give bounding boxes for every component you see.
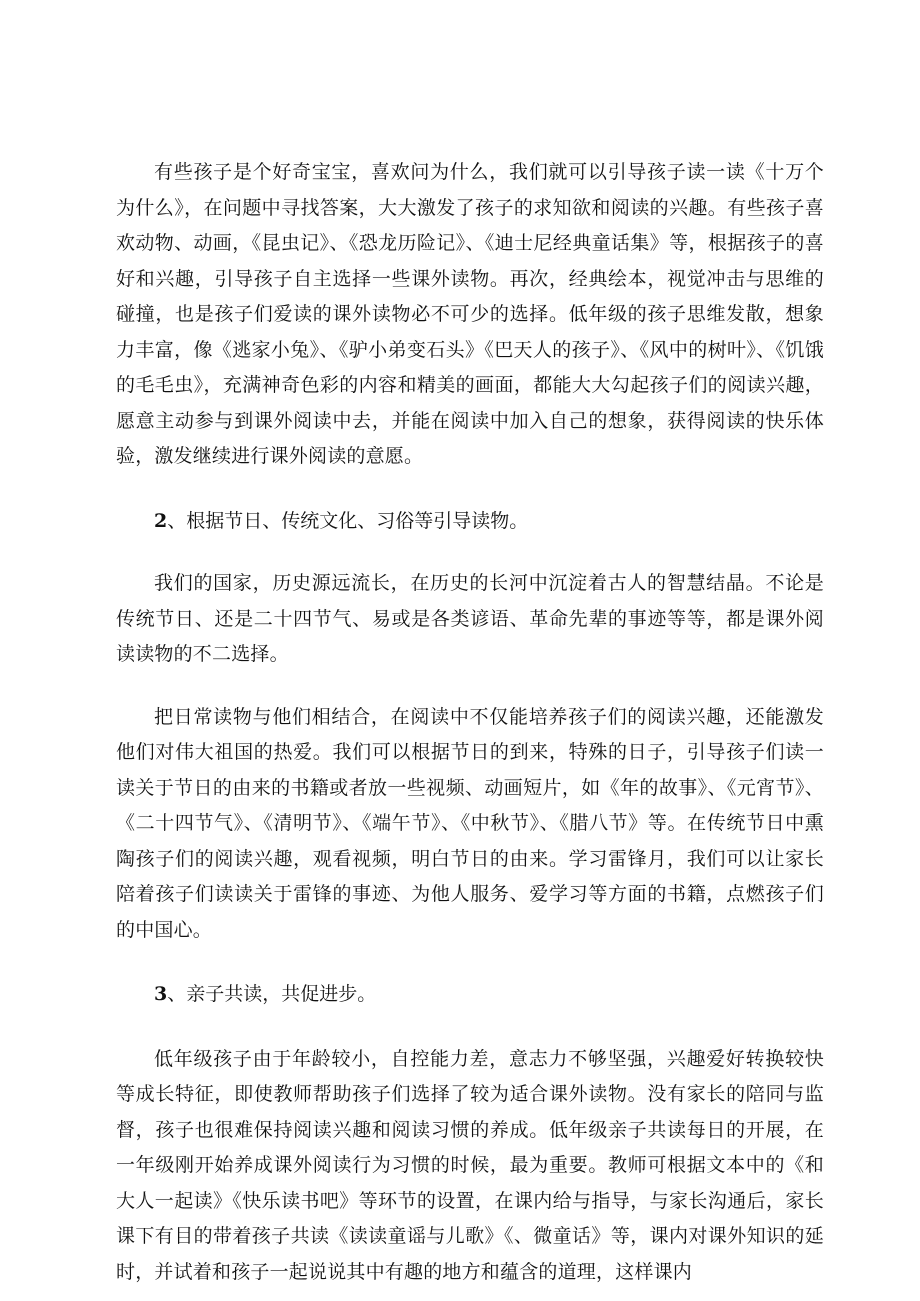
spacer [116, 673, 824, 700]
section-number: 2 [154, 509, 168, 532]
section-title: 、亲子共读，共促进步。 [167, 983, 377, 1005]
section-heading-3 [116, 977, 824, 1013]
section-title: 、根据节日、传统文化、习俗等引导读物。 [167, 509, 529, 532]
paragraph-history-culture: 我们的国家，历史源远流长，在历史的长河中沉淀着古人的智慧结晶。不论是传统节日、还是二十四节气、易或是各类谚语、革命先辈的事迹等等，都是课外阅读读物的不二选择。 [116, 572, 824, 665]
spacer [116, 948, 824, 977]
spacer [116, 1013, 824, 1042]
paragraph-festivals: 把日常读物与他们相结合，在阅读中不仅能培养孩子们的阅读兴趣，还能激发他们对伟大祖国的热爱。我们可以根据节日的到来，特殊的日子，引导孩子们读一读关于节日的由来的书籍或者放一些视频、动画短片，如《年的故事》、《元宵节》、《二十四节气》、《清明节》、《端午节》、《中秋节》、《腊八节》等。在传统节日中熏陶孩子们的阅读兴趣，观看视频，明白节日的由来。学习雷锋月，我们可以让家长陪着孩子们读读关于雷锋的事迹、为他人服务、爱学习等方面的书籍，点燃孩子们的中国心。 [116, 705, 824, 941]
spacer [116, 539, 824, 566]
spacer [116, 475, 824, 504]
paragraph-curiosity-books: 有些孩子是个好奇宝宝，喜欢问为什么，我们就可以引导孩子读一读《十万个为什么》，在问题中寻找答案，大大激发了孩子的求知欲和阅读的兴趣。有些孩子喜欢动物、动画，《昆虫记》、《恐龙历险记》、《迪士尼经典童话集》等，根据孩子的喜好和兴趣，引导孩子自主选择一些课外读物。再次，经典绘本，视觉冲击与思维的碰撞，也是孩子们爱读的课外读物必不可少的选择。低年级的孩子思维发散，想象力丰富，像《逃家小兔》、《驴小弟变石头》《巴天人的孩子》、《风中的树叶》、《饥饿的毛毛虫》，充满神奇色彩的内容和精美的画面，都能大大勾起孩子们的阅读兴趣，愿意主动参与到课外阅读中去，并能在阅读中加入自己的想象，获得阅读的快乐体验，激发继续进行课外阅读的意愿。 [116, 161, 824, 467]
section-number: 3 [154, 983, 168, 1005]
section-heading-2 [116, 504, 824, 540]
paragraph-parent-child-reading: 低年级孩子由于年龄较小，自控能力差，意志力不够坚强，兴趣爱好转换较快等成长特征，即使教师帮助孩子们选择了较为适合课外读物。没有家长的陪同与监督，孩子也很难保持阅读兴趣和阅读习惯的养成。低年级亲子共读每日的开展，在一年级刚开始养成课外阅读行为习惯的时候，最为重要。教师可根据文本中的《和大人一起读》《快乐读书吧》等环节的设置，在课内给与指导，与家长沟通后，家长课下有目的带着孩子共读《读读童谣与儿歌》《、微童话》等，课内对课外知识的延时，并试着和孩子一起说说其中有趣的地方和蕴含的道理，这样课内 [116, 1047, 824, 1283]
document-page [116, 155, 824, 1290]
